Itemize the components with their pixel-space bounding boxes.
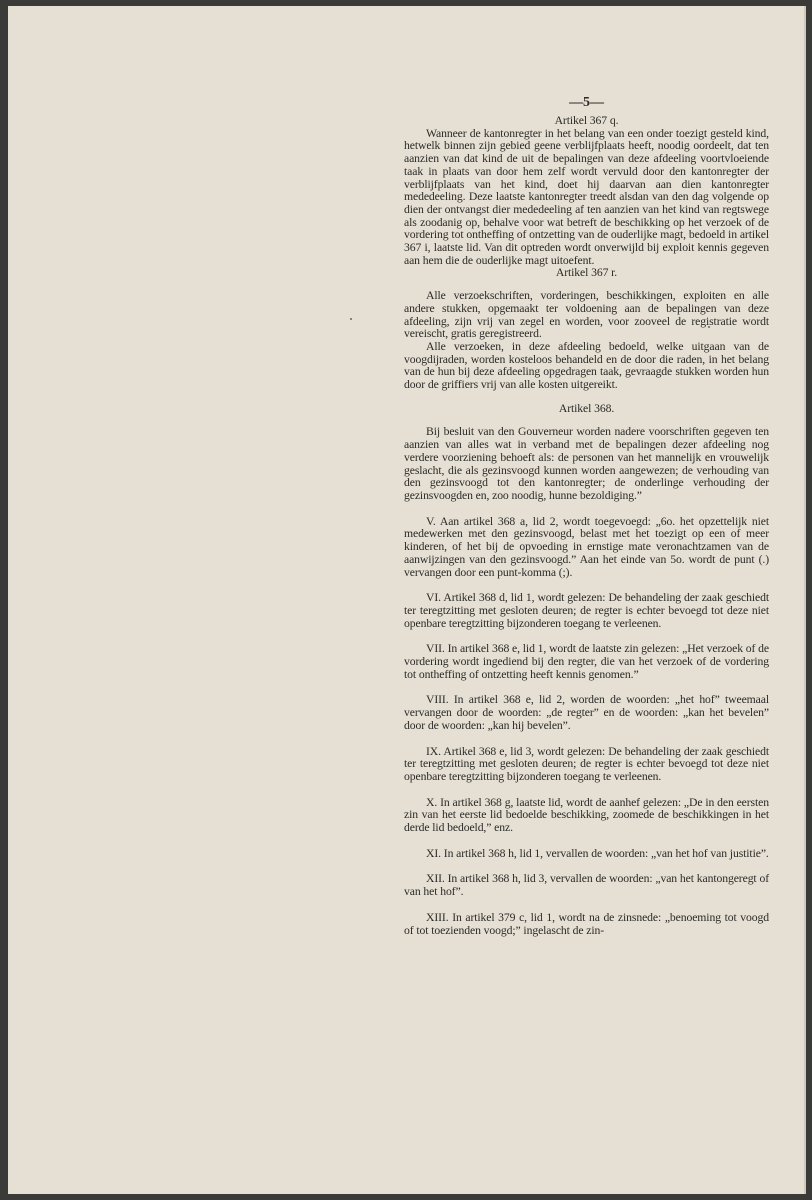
paragraph: VI. Artikel 368 d, lid 1, wordt gelezen: De behandeling der zaak geschiedt ter teregtzitting met gesloten deuren; de regter is echter bevoegd tot deze niet openbare teregtzitting bijzonderen toegang te verleenen. — [404, 591, 769, 630]
document-page — [8, 6, 806, 1194]
paragraph: XIII. In artikel 379 c, lid 1, wordt na de zinsnede: „benoeming tot voogd of tot toezienden voogd;” ingelascht de zin- — [404, 910, 769, 937]
article-heading: Artikel 367 r. — [555, 266, 618, 280]
article-heading: Artikel 368. — [558, 401, 615, 415]
text-column — [404, 95, 769, 937]
paragraph: V. Aan artikel 368 a, lid 2, wordt toegevoegd: „6o. het opzettelijk niet medewerken met den gezinsvoogd, belast met het toezigt op een of meer kinderen, of het bij de opvoeding in ernstige mate veronachtzamen van de aanwijzingen van den gezinsvoogd.” Aan het einde van 5o. wordt de punt (.) vervangen door een punt-komma (;). — [404, 514, 769, 579]
spacer — [404, 503, 769, 516]
page-number: —5— — [569, 95, 604, 110]
paper-speck — [350, 318, 352, 320]
paragraph: XII. In artikel 368 h, lid 3, vervallen de woorden: „van het kantongeregt of van het hof”. — [404, 872, 769, 899]
spacer — [404, 784, 769, 797]
paragraph: Alle verzoekschriften, vorderingen, beschikkingen, exploiten en alle andere stukken, opgemaakt ter voldoening aan de bepalingen van deze afdeeling, zijn vrij van zegel en worden, voor zooveel de registratie wordt vereischt, gratis geregistreerd. — [404, 289, 769, 341]
paragraph: XI. In artikel 368 h, lid 1, vervallen de woorden: „van het hof van justitie”. — [426, 846, 769, 860]
paragraph: IX. Artikel 368 e, lid 3, wordt gelezen: De behandeling der zaak geschiedt ter teregtzitting met gesloten deuren; de regter is echter bevoegd tot deze niet openbare teregtzitting bijzonderen toegang te verleenen. — [404, 744, 769, 783]
paragraph: X. In artikel 368 g, laatste lid, wordt de aanhef gelezen: „De in den eersten zin van het eerste lid bedoelde beschikking, zoomede de beschikkingen in het derde lid bedoeld,” enz. — [404, 795, 769, 835]
paragraph: VIII. In artikel 368 e, lid 2, worden de woorden: „het hof” tweemaal vervangen door de woorden: „de regter” en de woorden: „kan het bevelen” door de woorden: „kan hij bevelen”. — [404, 693, 769, 732]
paragraph: VII. In artikel 368 e, lid 1, wordt de laatste zin gelezen: „Het verzoek of de vordering wordt ingediend bij den regter, die van het verzoek of de vordering tot ontheffing of ontzetting heeft kennis genomen.” — [404, 642, 769, 681]
paragraph: Alle verzoeken, in deze afdeeling bedoeld, welke uitgaan van de voogdijraden, worden kosteloos behandeld en de door die raden, in het belang van de hun bij deze afdeeling opgedragen taak, gevraagde stukken worden hun door de griffiers vrij van alle kosten uitgereikt. — [404, 339, 769, 392]
spacer — [404, 899, 769, 912]
paragraph: Bij besluit van den Gouverneur worden nadere voorschriften gegeven ten aanzien van alles wat in verband met de bepalingen dezer afdeeling nog verdere voorziening behoeft als: de personen van het mannelijk en vrouwelijk geslacht, die als gezinsvoogd kunnen worden aangewezen; de verhouding van den gezinsvoogd tot den kantonregter; de onderlinge verhouding der gezinsvoogden en, zoo noodig, hunne bezoldiging.” — [404, 425, 769, 502]
spacer — [404, 835, 769, 848]
spacer — [404, 733, 769, 746]
paragraph: Wanneer de kantonregter in het belang van een onder toezigt gesteld kind, hetwelk binnen zijn gebied geene verblijfplaats heeft, noodig oordeelt, dat ten aanzien van dat kind de uit de bepalingen van deze afdeeling voortvloeiende taak in plaats van door hem zelf wordt vervuld door den kantonregter der verblijfplaats van het kind, doet hij daarvan aan dien kantonregter mededeeling. Deze laatste kantonregter treedt alsdan van den dag volgende op dien der ontvangst dier mededeeling af ten aanzien van het kind van regtswege als zoodanig op, behalve voor wat betreft de beschikking op het verzoek of de vordering tot ontheffing of ontzetting van de ouderlijke magt, bedoeld in artikel 367 i, laatste lid. Van dit optreden wordt onverwijld bij exploit kennis gegeven aan hem die de ouderlijke magt uitoefent. — [404, 126, 769, 267]
article-heading: Artikel 367 q. — [554, 114, 619, 127]
